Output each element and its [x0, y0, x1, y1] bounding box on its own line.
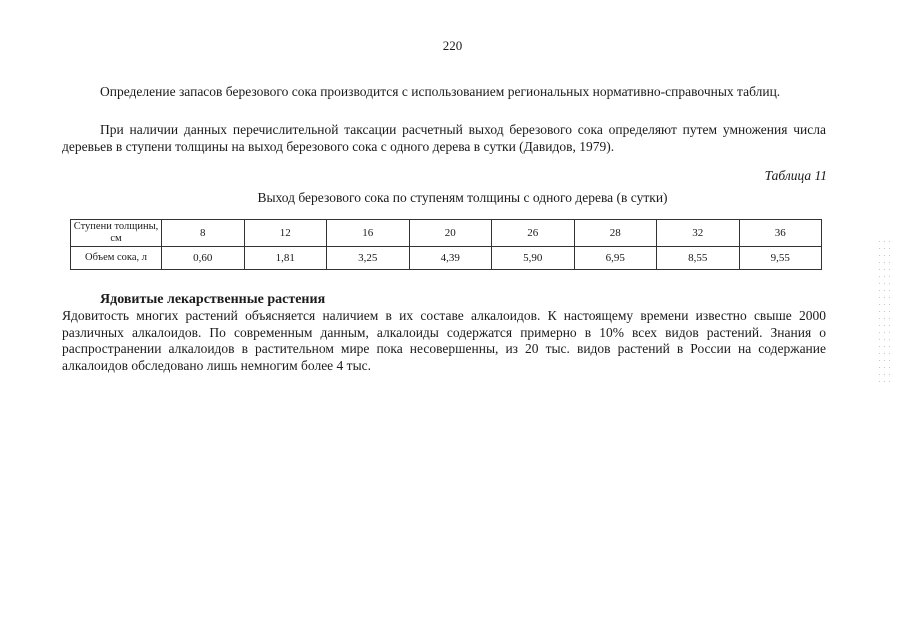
- table-cell-volume: 5,90: [492, 247, 575, 270]
- paragraph-reserves: Определение запасов березового сока производится с использованием региональных нормативно-справочных таблиц.: [100, 84, 781, 99]
- table-row-diameter: [71, 220, 822, 247]
- table-cell-diameter: 26: [492, 220, 575, 247]
- table-title: Выход березового сока по ступеням толщины с одного дерева (в сутки): [257, 190, 668, 205]
- page-number: 220: [442, 38, 463, 53]
- paragraph-calculation: При наличии данных перечислительной таксации расчетный выход березового сока определяют путем умножения числа деревьев в ступени толщины на выход березового сока с одного дерева в сутки (Давидов, 1979).: [62, 122, 826, 154]
- table-cell-diameter: 28: [574, 220, 657, 247]
- table-cell-diameter: 36: [739, 220, 822, 247]
- table-cell-volume: 9,55: [739, 247, 822, 270]
- table-label: Таблица 11: [764, 168, 827, 183]
- table-cell-volume: 8,55: [657, 247, 740, 270]
- table-cell-volume: 3,25: [327, 247, 410, 270]
- table-cell-diameter: 32: [657, 220, 740, 247]
- sap-yield-table: [70, 219, 822, 270]
- table-cell-volume: 4,39: [409, 247, 492, 270]
- table-cell-diameter: 12: [244, 220, 327, 247]
- table-row-volume: [71, 247, 822, 270]
- section-heading: Ядовитые лекарственные растения: [100, 292, 326, 307]
- scan-noise-decoration: [877, 238, 891, 388]
- table-cell-volume: 0,60: [162, 247, 245, 270]
- table-cell-diameter: 20: [409, 220, 492, 247]
- table-row-header-diameter: Ступени толщины, см: [71, 220, 162, 247]
- table-cell-diameter: 8: [162, 220, 245, 247]
- table-cell-diameter: 16: [327, 220, 410, 247]
- table-cell-volume: 6,95: [574, 247, 657, 270]
- table-row-header-volume: Объем сока, л: [71, 247, 162, 270]
- table-cell-volume: 1,81: [244, 247, 327, 270]
- paragraph-alkaloids: Ядовитость многих растений объясняется наличием в их составе алкалоидов. К настоящему времени известно свыше 2000 различных алкалоидов. По современным данным, алкалоиды содержатся примерно в 10% всех видов растений. Знания о распространении алкалоидов в растительном мире пока несовершенны, из 20 тыс. видов растений в России на содержание алкалоидов обследовано лишь немногим более 4 тыс.: [62, 308, 826, 373]
